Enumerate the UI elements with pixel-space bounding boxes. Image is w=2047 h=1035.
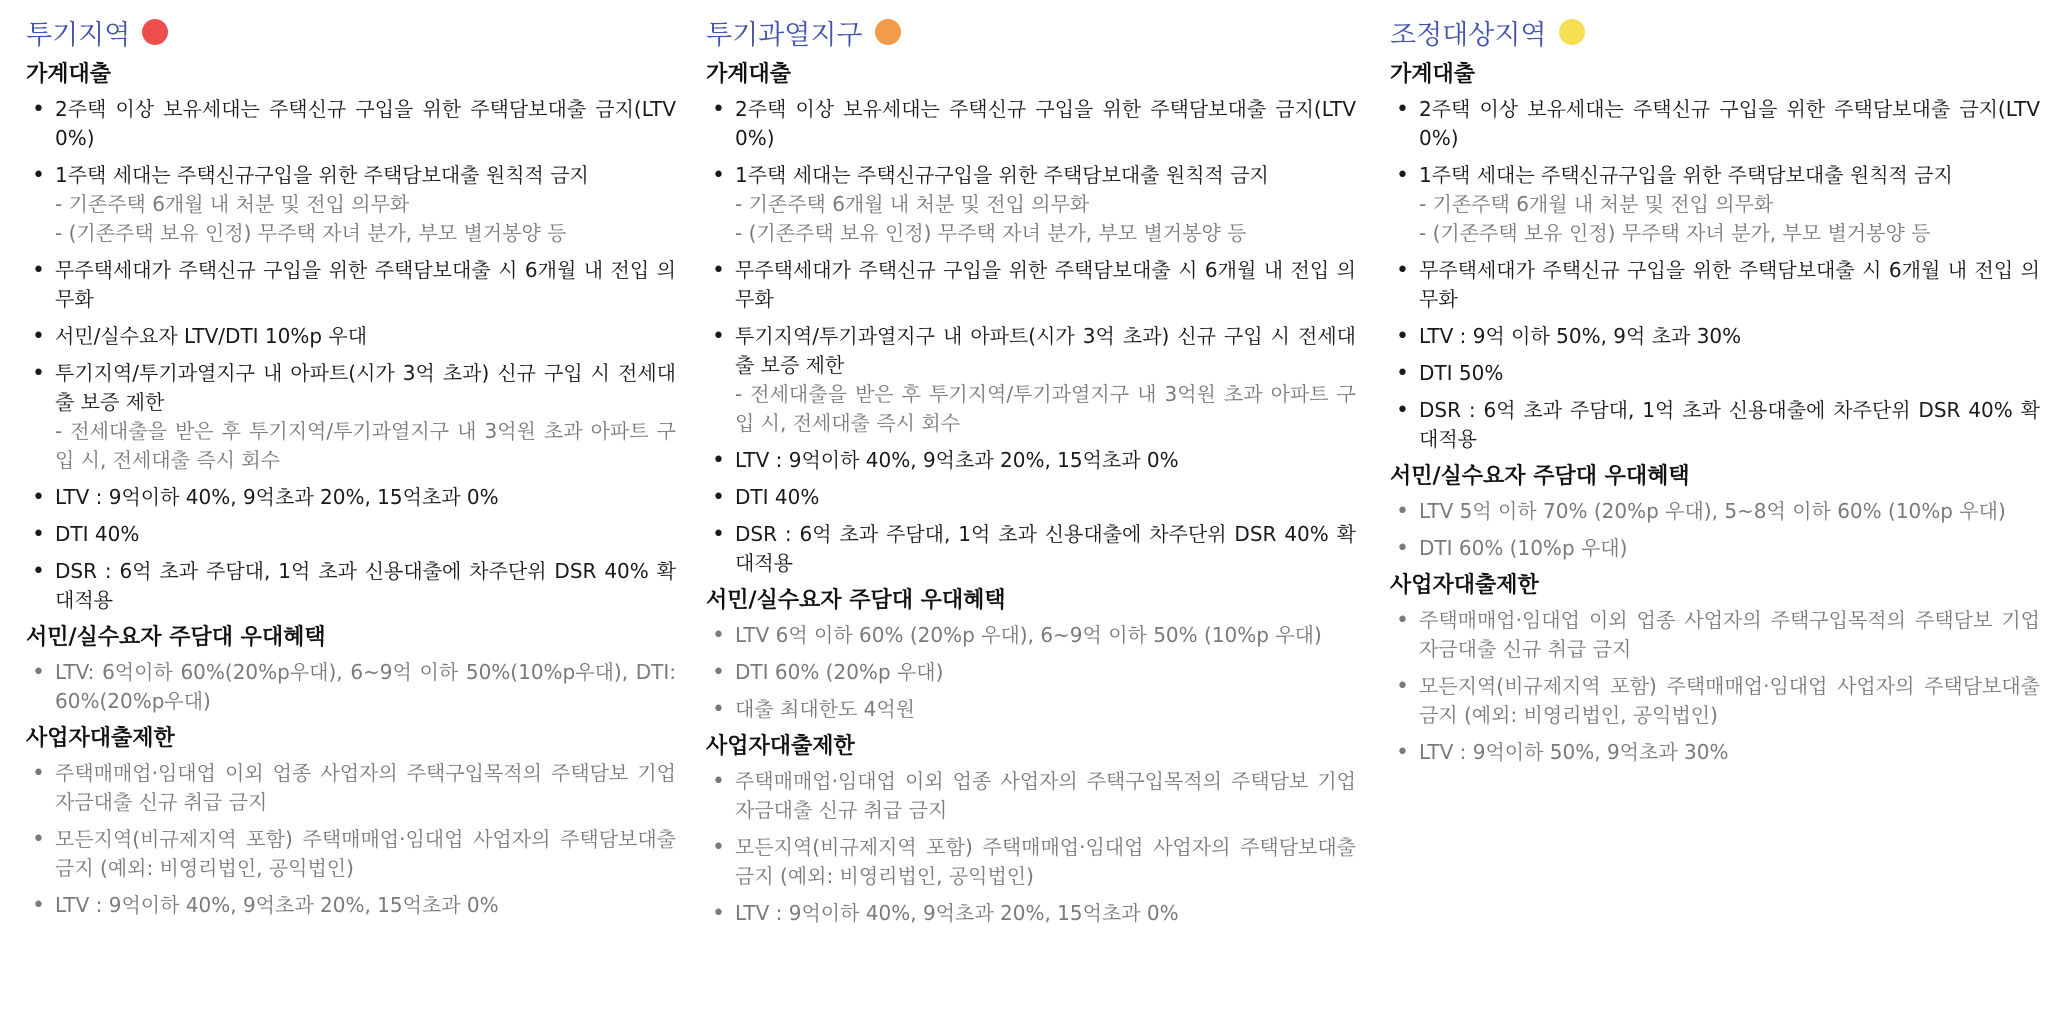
list-item-text: DTI 60% (10%p 우대) — [1419, 536, 1628, 560]
list-item — [706, 256, 1356, 314]
list-sub-item: - 기존주택 6개월 내 처분 및 전입 의무화 — [735, 192, 1090, 216]
section-title: 서민/실수요자 주담대 우대혜택 — [706, 588, 1006, 613]
column-title — [706, 12, 1356, 52]
list-item-text: LTV: 6억이하 60%(20%p우대), 6~9억 이하 50%(10%p우대), DTI: 60%(20%p우대) — [55, 660, 676, 713]
list-item-text: LTV : 9억 이하 50%, 9억 초과 30% — [1419, 324, 1742, 348]
list-item-text: LTV : 9억이하 40%, 9억초과 20%, 15억초과 0% — [55, 485, 499, 509]
list-item-text: 무주택세대가 주택신규 구입을 위한 주택담보대출 시 6개월 내 전입 의무화 — [55, 258, 676, 311]
list-item — [26, 359, 676, 475]
list-item — [1390, 396, 2040, 454]
list-sub-item: - (기존주택 보유 인정) 무주택 자녀 분가, 부모 별거봉양 등 — [55, 221, 567, 245]
list-item-text: DTI 60% (20%p 우대) — [735, 660, 944, 684]
status-dot-icon — [142, 19, 168, 45]
list-item-text: DTI 40% — [55, 522, 140, 546]
list-item-text: 주택매매업·임대업 이외 업종 사업자의 주택구입목적의 주택담보 기업자금대출 신규 취급 금지 — [1419, 608, 2040, 661]
list-item — [706, 658, 1356, 687]
list-item — [26, 95, 676, 153]
section-title: 가계대출 — [706, 62, 792, 87]
column-overheated-speculation-district — [706, 12, 1356, 936]
list-item-text: DTI 50% — [1419, 361, 1504, 385]
list-item-text: 대출 최대한도 4억원 — [735, 697, 915, 721]
list-item — [26, 520, 676, 549]
section-list — [706, 621, 1356, 724]
list-item-text: 무주택세대가 주택신규 구입을 위한 주택담보대출 시 6개월 내 전입 의무화 — [735, 258, 1356, 311]
section-title: 사업자대출제한 — [706, 734, 855, 759]
list-item — [1390, 606, 2040, 664]
column-speculation-zone — [26, 12, 676, 928]
list-item-text: LTV 5억 이하 70% (20%p 우대), 5~8억 이하 60% (10%p 우대) — [1419, 499, 2006, 523]
list-sub-item: - (기존주택 보유 인정) 무주택 자녀 분가, 부모 별거봉양 등 — [1419, 221, 1931, 245]
list-item-text: 2주택 이상 보유세대는 주택신규 구입을 위한 주택담보대출 금지(LTV 0%) — [1419, 97, 2040, 150]
list-item-text: 투기지역/투기과열지구 내 아파트(시가 3억 초과) 신규 구입 시 전세대출 보증 제한 — [735, 324, 1356, 377]
list-item-text: 1주택 세대는 주택신규구입을 위한 주택담보대출 원칙적 금지 — [1419, 163, 1953, 187]
list-item-text: LTV : 9억이하 40%, 9억초과 20%, 15억초과 0% — [735, 901, 1179, 925]
list-sub-item: - 전세대출을 받은 후 투기지역/투기과열지구 내 3억원 초과 아파트 구입 시, 전세대출 즉시 회수 — [55, 419, 676, 472]
list-item-text: LTV 6억 이하 60% (20%p 우대), 6~9억 이하 50% (10%p 우대) — [735, 623, 1322, 647]
list-item-text: 서민/실수요자 LTV/DTI 10%p 우대 — [55, 324, 368, 348]
list-item — [706, 767, 1356, 825]
list-item — [26, 891, 676, 920]
list-item-text: LTV : 9억이하 40%, 9억초과 20%, 15억초과 0% — [55, 893, 499, 917]
list-item-text: LTV : 9억이하 40%, 9억초과 20%, 15억초과 0% — [735, 448, 1179, 472]
list-item — [706, 833, 1356, 891]
list-sub-item: - 기존주택 6개월 내 처분 및 전입 의무화 — [55, 192, 410, 216]
list-item-text: DSR : 6억 초과 주담대, 1억 초과 신용대출에 차주단위 DSR 40% 확대적용 — [1419, 398, 2040, 451]
section-title: 사업자대출제한 — [1390, 573, 1539, 598]
list-item — [706, 483, 1356, 512]
list-item — [1390, 672, 2040, 730]
list-item — [706, 899, 1356, 928]
list-item-text: 무주택세대가 주택신규 구입을 위한 주택담보대출 시 6개월 내 전입 의무화 — [1419, 258, 2040, 311]
section-list — [706, 767, 1356, 928]
list-sub-item: - 기존주택 6개월 내 처분 및 전입 의무화 — [1419, 192, 1774, 216]
list-item — [1390, 497, 2040, 526]
column-adjustment-target-area — [1390, 12, 2040, 775]
status-dot-icon — [1559, 19, 1585, 45]
list-item-text: 주택매매업·임대업 이외 업종 사업자의 주택구입목적의 주택담보 기업자금대출 신규 취급 금지 — [735, 769, 1356, 822]
column-title-text: 투기지역 — [26, 19, 131, 51]
list-item — [1390, 161, 2040, 248]
list-item-text: DTI 40% — [735, 485, 820, 509]
section-list — [26, 759, 676, 920]
list-item-text: 주택매매업·임대업 이외 업종 사업자의 주택구입목적의 주택담보 기업자금대출 신규 취급 금지 — [55, 761, 676, 814]
list-item — [26, 256, 676, 314]
list-item-text: 모든지역(비규제지역 포함) 주택매매업·임대업 사업자의 주택담보대출 금지 (예외: 비영리법인, 공익법인) — [735, 835, 1356, 888]
list-item — [706, 322, 1356, 438]
list-item — [1390, 738, 2040, 767]
section-list — [1390, 497, 2040, 563]
list-item — [706, 161, 1356, 248]
list-item-text: 모든지역(비규제지역 포함) 주택매매업·임대업 사업자의 주택담보대출 금지 (예외: 비영리법인, 공익법인) — [1419, 674, 2040, 727]
list-item — [706, 621, 1356, 650]
section-title: 가계대출 — [26, 62, 112, 87]
list-item — [706, 695, 1356, 724]
section-list — [706, 95, 1356, 578]
list-item — [706, 95, 1356, 153]
list-item-text: 모든지역(비규제지역 포함) 주택매매업·임대업 사업자의 주택담보대출 금지 (예외: 비영리법인, 공익법인) — [55, 827, 676, 880]
section-list — [26, 95, 676, 615]
section-title: 서민/실수요자 주담대 우대혜택 — [1390, 464, 1690, 489]
list-item-text: 1주택 세대는 주택신규구입을 위한 주택담보대출 원칙적 금지 — [735, 163, 1269, 187]
list-item-text: DSR : 6억 초과 주담대, 1억 초과 신용대출에 차주단위 DSR 40% 확대적용 — [55, 559, 676, 612]
list-item-text: DSR : 6억 초과 주담대, 1억 초과 신용대출에 차주단위 DSR 40% 확대적용 — [735, 522, 1356, 575]
list-sub-item: - (기존주택 보유 인정) 무주택 자녀 분가, 부모 별거봉양 등 — [735, 221, 1247, 245]
column-title — [1390, 12, 2040, 52]
section-title: 사업자대출제한 — [26, 726, 175, 751]
list-item — [26, 557, 676, 615]
list-sub-item: - 전세대출을 받은 후 투기지역/투기과열지구 내 3억원 초과 아파트 구입 시, 전세대출 즉시 회수 — [735, 382, 1356, 435]
column-title-text: 조정대상지역 — [1390, 19, 1547, 51]
column-title — [26, 12, 676, 52]
list-item-text: 1주택 세대는 주택신규구입을 위한 주택담보대출 원칙적 금지 — [55, 163, 589, 187]
list-item-text: 투기지역/투기과열지구 내 아파트(시가 3억 초과) 신규 구입 시 전세대출 보증 제한 — [55, 361, 676, 414]
list-item — [706, 520, 1356, 578]
list-item — [26, 759, 676, 817]
section-title: 가계대출 — [1390, 62, 1476, 87]
section-list — [1390, 95, 2040, 454]
list-item — [1390, 256, 2040, 314]
list-item — [1390, 322, 2040, 351]
list-item-text: LTV : 9억이하 50%, 9억초과 30% — [1419, 740, 1729, 764]
list-item — [26, 483, 676, 512]
status-dot-icon — [875, 19, 901, 45]
column-title-text: 투기과열지구 — [706, 19, 863, 51]
list-item — [26, 658, 676, 716]
list-item — [26, 825, 676, 883]
section-list — [1390, 606, 2040, 767]
list-item — [1390, 95, 2040, 153]
list-item — [26, 161, 676, 248]
section-list — [26, 658, 676, 716]
list-item — [706, 446, 1356, 475]
section-title: 서민/실수요자 주담대 우대혜택 — [26, 625, 326, 650]
list-item-text: 2주택 이상 보유세대는 주택신규 구입을 위한 주택담보대출 금지(LTV 0%) — [735, 97, 1356, 150]
list-item — [26, 322, 676, 351]
list-item-text: 2주택 이상 보유세대는 주택신규 구입을 위한 주택담보대출 금지(LTV 0%) — [55, 97, 676, 150]
list-item — [1390, 359, 2040, 388]
list-item — [1390, 534, 2040, 563]
